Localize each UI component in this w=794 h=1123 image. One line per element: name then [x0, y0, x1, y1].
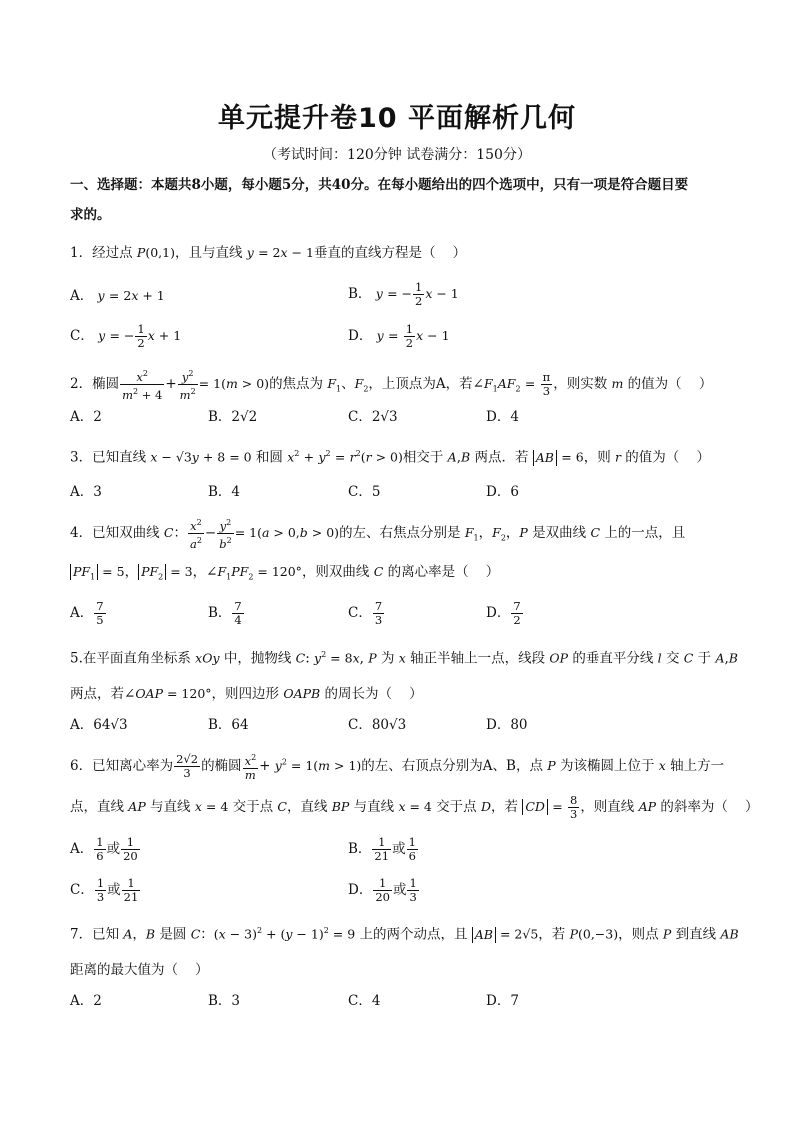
section-heading-line2: 求的。	[70, 207, 111, 223]
question-5-option-d: D．80	[486, 717, 528, 733]
question-5-stem-line1: 5.在平面直角坐标系 xOy 中，抛物线 C: $y^2 = 8x$, P 为 x 轴正半轴上一点，线段 OP 的垂直平分线 l 交 C 于 A,B	[70, 650, 738, 667]
question-1-stem: 1．经过点 P(0,1)，且与直线 y = 2x − 1垂直的直线方程是（ ）	[70, 245, 467, 261]
question-1-option-b: B． y = − $\frac{1}{2}$ x − 1	[348, 280, 459, 308]
question-6-option-d: D． $\frac{1}{20}$ 或 $\frac{1}{3}$	[348, 876, 417, 904]
question-6-option-a: A． $\frac{1}{6}$ 或 $\frac{1}{20}$	[70, 835, 138, 863]
question-3-option-c: C．5	[348, 484, 381, 500]
question-3-stem: 3．已知直线 x − √3y + 8 = 0 和圆 $x^2 + y^2 = r^2(r > 0)$相交于 A,B 两点．若 AB = 6，则 r 的值为（ ）	[70, 449, 710, 466]
question-5-option-b: B．64	[208, 717, 249, 733]
question-1-option-c: C． y = − $\frac{1}{2}$ x + 1	[70, 322, 182, 350]
question-4-option-c: C． $\frac{7}{3}$	[348, 599, 383, 627]
question-4-option-a: A． $\frac{7}{5}$	[70, 599, 104, 627]
question-2-stem: 2．椭圆 $\frac{x^2}{m^2 + 4}$ + $\frac{y^2}{m^2}$ = 1(m > 0)的焦点为 $F_1$、$F_2$，上顶点为A，若$\angle F_1AF_2$ = $\frac{\pi}{3}$ ，则实数 m 的值为（ ）	[70, 369, 713, 402]
question-2-option-b: B．2√2	[208, 409, 258, 425]
question-5-option-c: C．80√3	[348, 717, 407, 733]
exam-info: （考试时间：120分钟 试卷满分：150分）	[263, 147, 531, 163]
question-2-option-d: D．4	[486, 409, 519, 425]
question-7-option-c: C．4	[348, 993, 381, 1009]
question-4-stem-line2: $PF_1 = 5$， $PF_2 = 3$，$\angle F_1PF_2 = 120^\circ$，则双曲线 C 的离心率是（ ）	[70, 562, 499, 588]
question-4-option-d: D． $\frac{7}{2}$	[486, 599, 521, 627]
question-7-option-a: A．2	[70, 993, 102, 1009]
question-7-option-d: D．7	[486, 993, 519, 1009]
question-4-stem-line1: 4．已知双曲线 C： $\frac{x^2}{a^2}$ − $\frac{y^2}{b^2}$ = 1(a > 0,b > 0)的左、右焦点分别是 $F_1$，$F_2$，P 是双曲线 C 上的一点，且	[70, 518, 686, 551]
question-7-option-b: B．3	[208, 993, 241, 1009]
question-7-stem-line1: 7．已知 A，B 是圆 C：$(x - 3)^2 + (y - 1)^2 = 9$ 上的两个动点，且 AB = 2√5，若 P(0,−3)，则点 P 到直线 AB	[70, 926, 739, 943]
section-heading-line1: 一、选择题：本题共8小题，每小题5分，共40分。在每小题给出的四个选项中，只有一项是符合题目要	[70, 177, 689, 193]
question-5-stem-line2: 两点，若∠OAP = 120°，则四边形 OAPB 的周长为（ ）	[70, 686, 423, 702]
question-3-option-d: D．6	[486, 484, 519, 500]
question-3-option-a: A．3	[70, 484, 102, 500]
question-6-stem-line2: 点，直线 AP 与直线 x = 4 交于点 C，直线 BP 与直线 x = 4 交于点 D，若 CD = $\frac{8}{3}$ ，则直线 AP 的斜率为（ ）	[70, 793, 759, 821]
question-3-option-b: B．4	[208, 484, 241, 500]
question-1-option-a: A． y = 2x + 1	[70, 288, 165, 304]
question-6-option-b: B． $\frac{1}{21}$ 或 $\frac{1}{6}$	[348, 835, 416, 863]
question-4-option-b: B． $\frac{7}{4}$	[208, 599, 242, 627]
question-5-option-a: A．64√3	[70, 717, 128, 733]
question-1-option-d: D． y = $\frac{1}{2}$ x − 1	[348, 322, 450, 350]
question-6-stem-line1: 6．已知离心率为 $\frac{2√2}{3}$ 的椭圆 $\frac{x^2}{m}$ + $y^2 = 1(m > 1)$的左、右顶点分别为A、B，点 P 为该椭圆上位于 x 轴上方一	[70, 751, 725, 782]
question-2-option-c: C．2√3	[348, 409, 398, 425]
question-6-option-c: C． $\frac{1}{3}$ 或 $\frac{1}{21}$	[70, 876, 139, 904]
question-7-stem-line2: 距离的最大值为（ ）	[70, 962, 209, 978]
question-2-option-a: A．2	[70, 409, 102, 425]
page-title: 单元提升卷10 平面解析几何	[218, 103, 576, 134]
